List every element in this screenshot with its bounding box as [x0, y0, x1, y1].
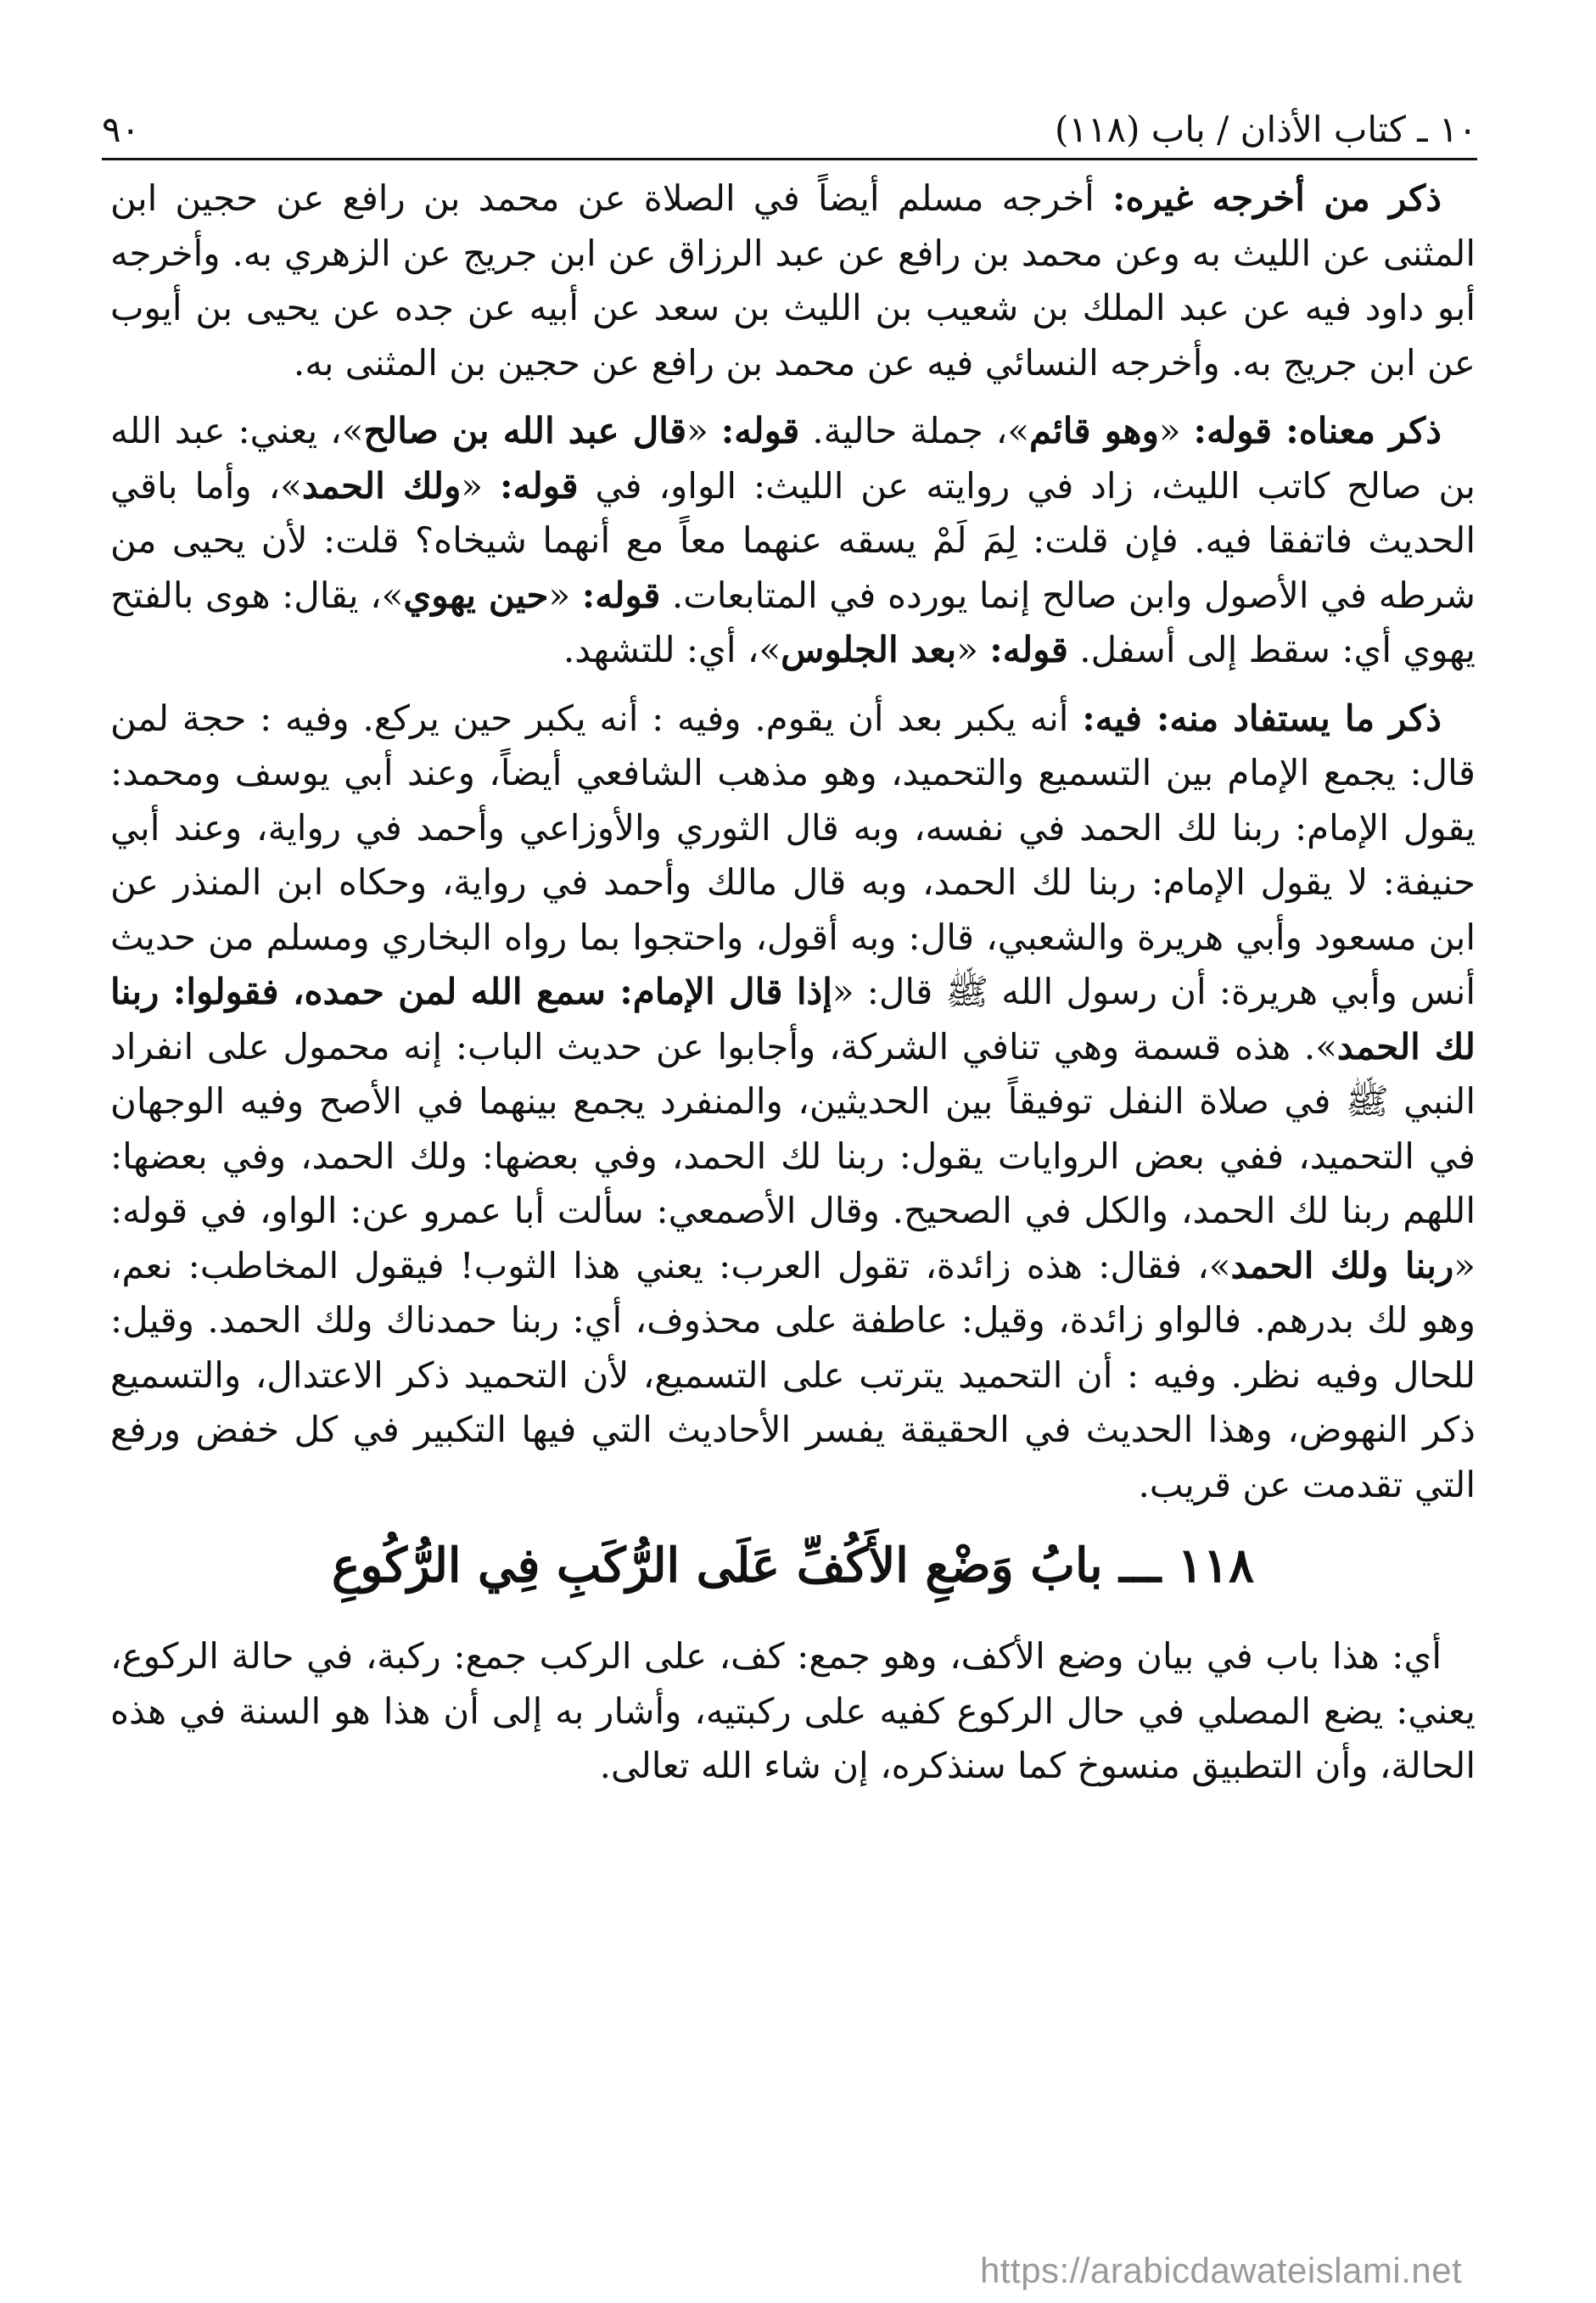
text-run: ». هذه قسمة وهي تنافي الشركة، وأجابوا عن حديث الباب: إنه محمول على انفراد النبي ﷺ في صلاة النفل توفيقاً بين الحديثين، والمنفرد يجمع بينهما في الأصح وفيه الوجهان في التحميد، ففي بعض الروايات يقول: ربنا لك الحمد، وفي بعضها: ولك الحمد، وفي بعضها: اللهم ربنا لك الحمد، والكل في الصحيح. وقال الأصمعي: سألت أبا عمرو عن: الواو، في قوله: « [110, 1025, 1476, 1286]
bold-run: قال عبد الله بن صالح [363, 410, 687, 451]
text-run: « [686, 410, 721, 451]
text-run: »، أي: للتشهد. [563, 629, 781, 670]
text-run: »، وأما باقي الحديث فاتفقا فيه. فإن قلت: لِمَ لَمْ يسقه عنهما معاً مع أنهما شيخاه؟ قلت: لأن يحيى من شرطه في الأصول وابن صالح إنما يورده في المتابعات. [110, 464, 1476, 616]
text-run: »، يقال: هوى بالفتح يهوي أي: سقط إلى أسفل. [110, 574, 1476, 670]
bold-run: ذكر ما يستفاد منه: فيه: [1082, 697, 1442, 739]
page-header [102, 88, 1477, 148]
text-run: « [956, 629, 990, 670]
bold-run: إذا قال الإمام: سمع الله لمن حمده، فقولوا: ربنا لك الحمد [110, 971, 1476, 1067]
page-body [110, 168, 1476, 1807]
text-run: »، فقال: هذه زائدة، تقول العرب: يعني هذا الثوب! فيقول المخاطب: نعم، وهو لك بدرهم. فالواو زائدة، وقيل: عاطفة على محذوف، أي: ربنا حمدناك ولك الحمد. وقيل: للحال وفيه نظر. وفيه : أن التحميد يترتب على التسميع، لأن التحميد ذكر الاعتدال، والتسميع ذكر النهوض، وهذا الحديث في الحقيقة يفسر الأحاديث التي فيها التكبير في كل خفض ورفع التي تقدمت عن قريب. [110, 1244, 1476, 1505]
bold-run: قوله: [499, 464, 579, 507]
text-run: « [461, 464, 500, 507]
watermark-url: https://arabicdawateislami.net [980, 2250, 1463, 2290]
bold-run: وهو قائم [1029, 410, 1159, 451]
running-title: ١٠ ـ كتاب الأذان / باب (١١٨) [1054, 109, 1477, 150]
chapter-heading: ١١٨ ـــ بابُ وَضْعِ الأَكُفِّ عَلَى الرُّكَبِ فِي الرُّكُوعِ [331, 1538, 1255, 1594]
text-run: « [1158, 410, 1194, 451]
bold-run: قوله: [581, 574, 661, 616]
bold-run: حين يهوي [403, 574, 549, 616]
text-run: »، جملة حالية. [799, 410, 1030, 451]
paragraph-benefits [110, 692, 1476, 1513]
bold-run: قوله: [989, 629, 1068, 670]
paragraph-meaning [110, 404, 1476, 678]
text-run: أنه يكبر بعد أن يقوم. وفيه : أنه يكبر حين يركع. وفيه : حجة لمن قال: يجمع الإمام بين التسميع والتحميد، وهو مذهب الشافعي أيضاً، وعند أبي يوسف ومحمد: يقول الإمام: ربنا لك الحمد في نفسه، وبه قال الثوري والأوزاعي وأحمد في رواية، وعند أبي حنيفة: لا يقول الإمام: ربنا لك الحمد، وبه قال مالك وأحمد في رواية، وحكاه ابن المنذر عن ابن مسعود وأبي هريرة والشعبي، قال: وبه أقول، واحتجوا بما رواه البخاري ومسلم من حديث أنس وأبي هريرة: أن رسول الله ﷺ قال: « [110, 697, 1476, 1012]
text-run: « [548, 574, 582, 616]
paragraph-takhrij [110, 171, 1476, 390]
paragraph-chapter-explanation: أي: هذا باب في بيان وضع الأكف، وهو جمع: كف، على الركب جمع: ركبة، في حالة الركوع، يعني: يضع المصلي في حال الركوع كفيه على ركبتيه، وأشار به إلى أن هذا هو السنة في هذه الحالة، وأن التطبيق منسوخ كما سنذكره، إن شاء الله تعالى. [110, 1635, 1476, 1786]
text-run: أخرجه مسلم أيضاً في الصلاة عن محمد بن رافع عن حجين ابن المثنى عن الليث به وعن محمد بن رافع عن عبد الرزاق عن ابن جريج عن الزهري به. وأخرجه أبو داود فيه عن عبد الملك بن شعيب بن الليث بن سعد عن أبيه عن جده عن يحيى بن أيوب عن ابن جريج به. وأخرجه النسائي فيه عن محمد بن رافع عن حجين بن المثنى به. [110, 177, 1476, 384]
page-number: ٩٠ [102, 109, 141, 150]
bold-run: ذكر من أخرجه غيره: [1112, 177, 1442, 219]
bold-run: ذكر معناه: قوله: [1193, 410, 1442, 451]
bold-run: بعد الجلوس [781, 629, 957, 670]
bold-run: ولك الحمد [301, 464, 462, 507]
header-divider [102, 158, 1477, 160]
bold-run: قوله: [720, 410, 800, 451]
text-run: »، يعني: عبد الله بن صالح كاتب الليث، زاد في روايته عن الليث: الواو، في [110, 410, 1476, 507]
bold-run: ربنا ولك الحمد [1230, 1244, 1454, 1286]
